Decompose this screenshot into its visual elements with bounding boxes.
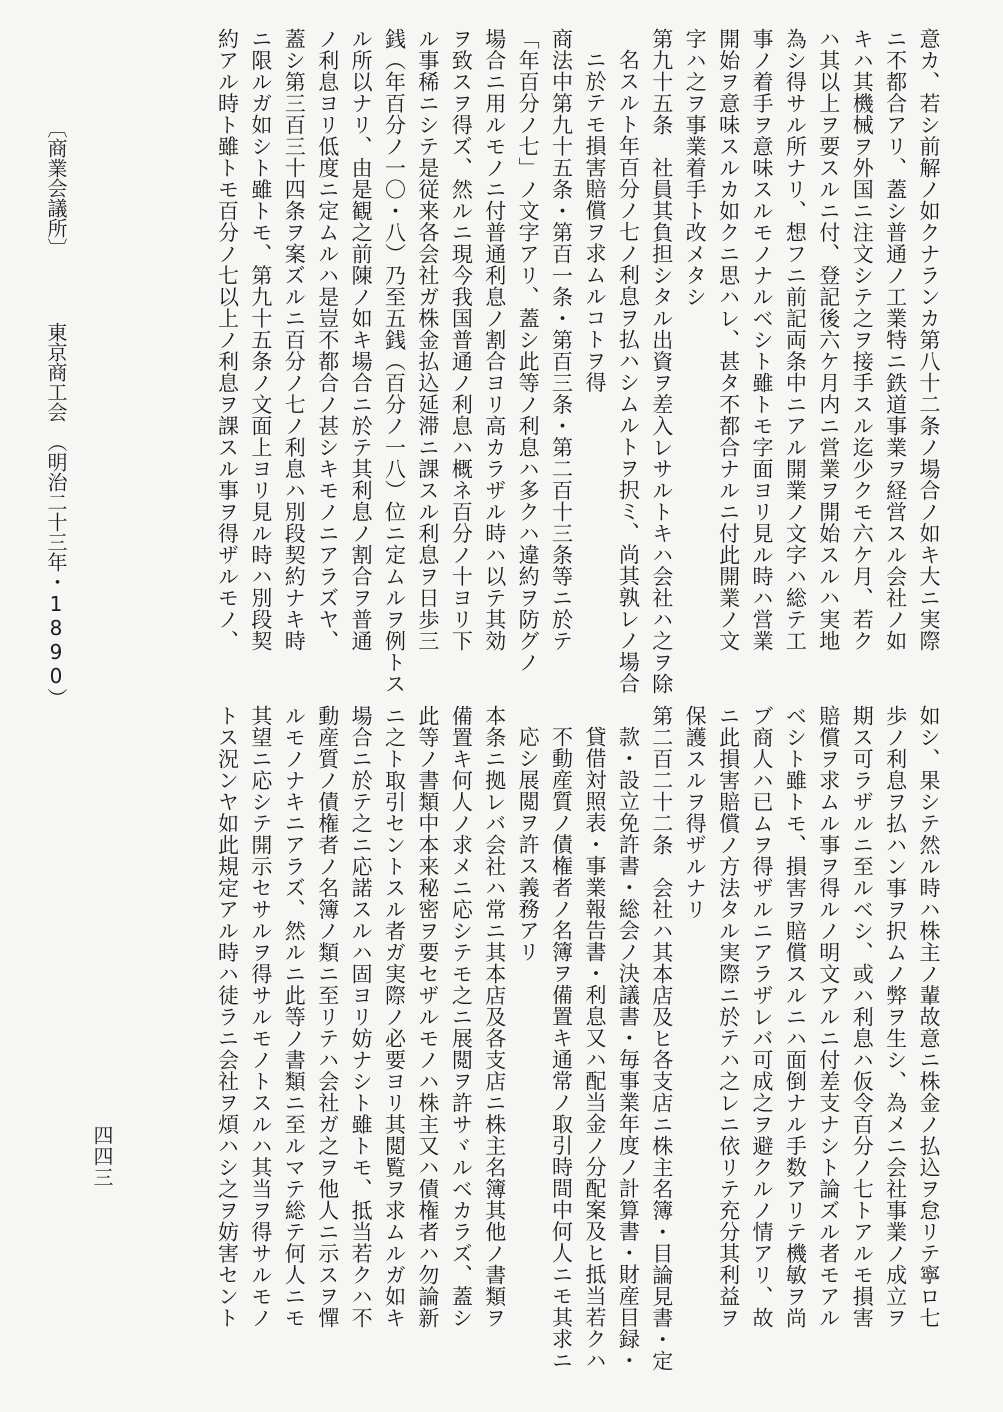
commentary-line: ニ之ト取引セントスル者ガ実際ノ必要ヨリ其閲覧ヲ求ムルガ如キ bbox=[382, 705, 407, 1329]
year-label: （明治二十三年・1890） bbox=[44, 442, 68, 708]
commentary-line: 商法中第九十五条・第百一条・第百三条・第二百十三条等ニ於テ bbox=[549, 28, 574, 652]
article-222-line: 応シ展閲ヲ許ス義務アリ bbox=[516, 726, 541, 963]
commentary-line: ニ限ルガ如シト雖トモ、第九十五条ノ文面上ヨリ見ル時ハ別段契 bbox=[248, 28, 273, 652]
commentary-line: 備置キ何人ノ求メニ応シテモ之ニ展閲ヲ許サヾルベカラズ、蓋シ bbox=[449, 705, 474, 1329]
commentary-line: 動産質ノ債権者ノ名簿ノ類ニ至リテハ会社ガ之ヲ他人ニ示スヲ憚 bbox=[315, 705, 340, 1329]
text-line: ベシト雖トモ、損害ヲ賠償スルニハ面倒ナル手数アリテ機敏ヲ尚 bbox=[783, 705, 808, 1329]
page-number: 四四三 bbox=[90, 1125, 114, 1188]
commentary-line: ルモノナキニアラズ、然ルニ此等ノ書類ニ至ルマテ総テ何人ニモ bbox=[282, 705, 307, 1329]
text-line: 期ス可ラザルニ至ルベシ、或ハ利息ハ仮令百分ノ七トアルモ損害 bbox=[850, 705, 875, 1329]
upper-text-block bbox=[210, 28, 945, 695]
commentary-line: 銭（年百分ノ一〇・八）乃至五銭（百分ノ一八）位ニ定ムルヲ例トス bbox=[382, 28, 407, 695]
article-95-line: 名スルト年百分ノ七ノ利息ヲ払ハシムルトヲ択ミ、尚其孰レノ場合 bbox=[616, 49, 641, 694]
text-line: 賠償ヲ求ムル事ヲ得ルノ明文アルニ付差支ナシト論ズル者モアル bbox=[816, 705, 841, 1329]
text-line: ニ此損害賠償ノ方法タル実際ニ於テハ之レニ依リテ充分其利益ヲ bbox=[716, 705, 741, 1329]
commentary-line: ル事稀ニシテ是従来各会社ガ株金払込延滞ニ課スル利息ヲ日歩三 bbox=[415, 28, 440, 652]
article-95-heading: 第九十五条 社員其負担シタル出資ヲ差入レサルトキハ会社ハ之ヲ除 bbox=[649, 28, 674, 695]
commentary-line: 此等ノ書類中本来秘密ヲ要セザルモノハ株主又ハ債権者ハ勿論新 bbox=[415, 705, 440, 1329]
commentary-line: 本条ニ拠レバ会社ハ常ニ其本店及各支店ニ株主名簿其他ノ書類ヲ bbox=[482, 705, 507, 1329]
publisher-label: 東京商工会 （明治二十三年・1890） bbox=[44, 322, 68, 708]
commentary-line: ル所以ナリ、由是観之前陳ノ如キ場合ニ於テ其利息ノ割合ヲ普通 bbox=[349, 28, 374, 652]
text-line: 字ハ之ヲ事業着手ト改メタシ bbox=[683, 28, 708, 308]
commentary-line: ヲ致スヲ得ズ、然ルニ現今我国普通ノ利息ハ概ネ百分ノ十ヨリ下 bbox=[449, 28, 474, 652]
article-222-heading: 第二百二十二条 会社ハ其本店及ヒ各支店ニ株主名簿・目論見書・定 bbox=[649, 705, 674, 1372]
series-label: 〔商業会議所〕 bbox=[44, 118, 68, 258]
text-line: 如シ、果シテ然ル時ハ株主ノ輩故意ニ株金ノ払込ヲ怠リテ寧ロ七 bbox=[917, 705, 941, 1329]
commentary-line: 約アル時ト雖トモ百分ノ七以上ノ利息ヲ課スル事ヲ得ザルモノ、 bbox=[215, 28, 240, 652]
text-line: ブ商人ハ已ムヲ得ザルニアラザレバ可成之ヲ避クルノ情アリ、故 bbox=[749, 705, 774, 1329]
running-footer bbox=[36, 118, 76, 708]
commentary-line: 「年百分ノ七」ノ文字アリ、蓋シ此等ノ利息ハ多クハ違約ヲ防グノ bbox=[516, 28, 541, 673]
article-95-line: ニ於テモ損害賠償ヲ求ムルコトヲ得 bbox=[582, 49, 607, 393]
commentary-line: 場合ニ於テ之ニ応諾スルハ固ヨリ妨ナシト雖トモ、抵当若クハ不 bbox=[349, 705, 374, 1329]
text-line: 開始ヲ意味スルカ如クニ思ハレ、甚タ不都合ナルニ付此開業ノ文 bbox=[716, 28, 741, 652]
text-line: 歩ノ利息ヲ払ハン事ヲ択ムノ弊ヲ生シ、為メニ会社事業ノ成立ヲ bbox=[883, 705, 908, 1329]
text-line: 保護スルヲ得ザルナリ bbox=[683, 705, 708, 920]
text-line: ハ其以上ヲ要スルニ付、登記後六ケ月内ニ営業ヲ開始スルハ実地 bbox=[816, 28, 841, 652]
article-222-line: 款・設立免許書・総会ノ決議書・毎事業年度ノ計算書・財産目録・ bbox=[616, 726, 641, 1371]
commentary-line: 場合ニ用ルモノニ付普通利息ノ割合ヨリ高カラザル時ハ以テ其効 bbox=[482, 28, 507, 652]
commentary-line: トス況ンヤ如此規定アル時ハ徒ラニ会社ヲ煩ハシ之ヲ妨害セント bbox=[215, 705, 240, 1329]
commentary-line: 其望ニ応シテ開示セサルヲ得サルモノトスルハ其当ヲ得サルモノ bbox=[248, 705, 273, 1329]
text-line: 為シ得サル所ナリ、想フニ前記両条中ニアル開業ノ文字ハ総テ工 bbox=[783, 28, 808, 652]
text-line: キハ其機械ヲ外国ニ注文シテ之ヲ接手スル迄少クモ六ケ月、若ク bbox=[850, 28, 875, 652]
article-222-line: 不動産質ノ債権者ノ名簿ヲ備置キ通常ノ取引時間中何人ニモ其求ニ bbox=[549, 726, 574, 1371]
commentary-line: ノ利息ヨリ低度ニ定ムルハ是豈不都合ノ甚シキモノニアラズヤ、 bbox=[315, 28, 340, 652]
text-line: ニ不都合アリ、蓋シ普通ノ工業特ニ鉄道事業ヲ経営スル会社ノ如 bbox=[883, 28, 908, 652]
text-line: 事ノ着手ヲ意味スルモノナルベシト雖トモ字面ヨリ見ル時ハ営業 bbox=[749, 28, 774, 652]
lower-text-block bbox=[210, 705, 945, 1372]
commentary-line: 蓋シ第三百三十四条ヲ案ズルニ百分ノ七ノ利息ハ別段契約ナキ時 bbox=[282, 28, 307, 652]
article-222-line: 貸借対照表・事業報告書・利息又ハ配当金ノ分配案及ヒ抵当若クハ bbox=[582, 726, 607, 1371]
text-line: 意カ、若シ前解ノ如クナランカ第八十二条ノ場合ノ如キ大ニ実際 bbox=[917, 28, 941, 652]
